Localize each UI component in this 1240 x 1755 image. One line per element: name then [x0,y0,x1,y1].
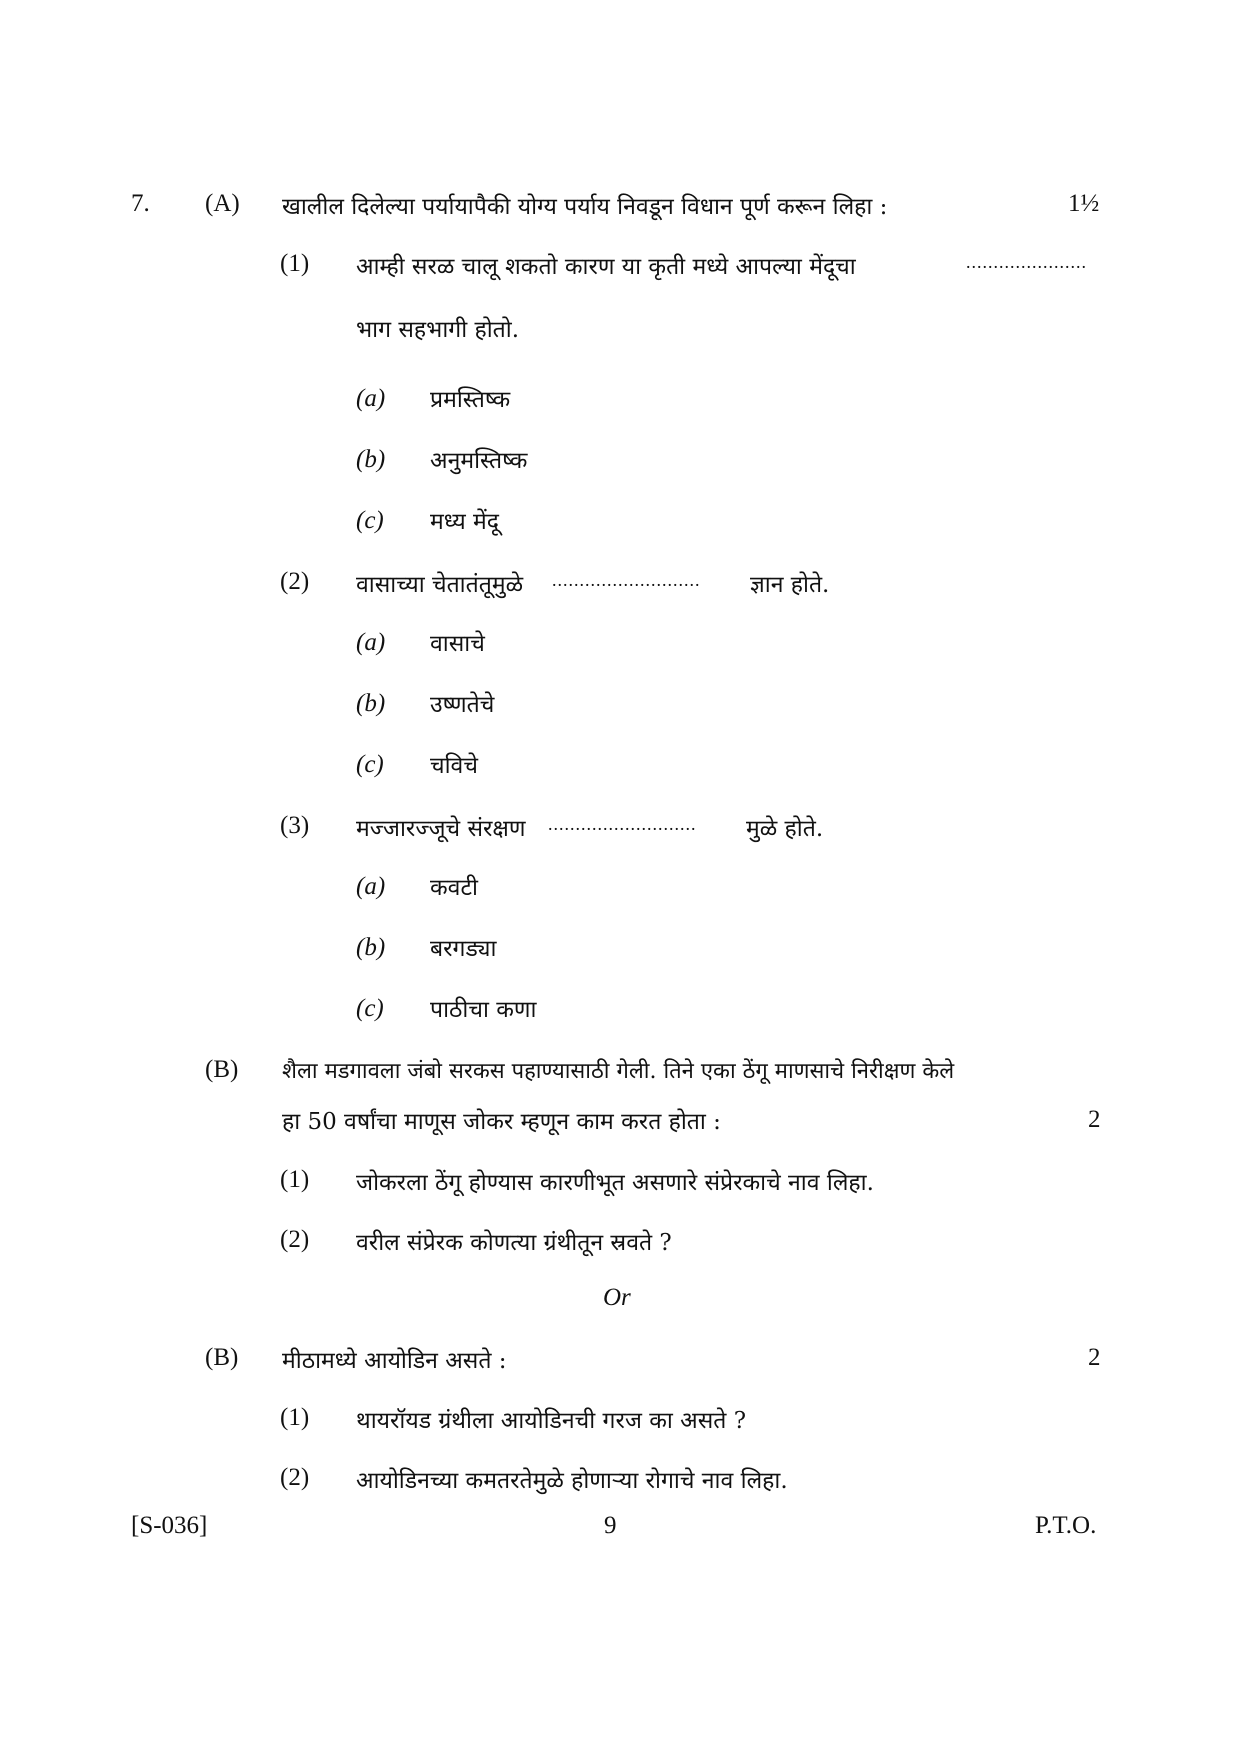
option-a3-a-key: (a) [356,873,386,900]
part-b1-text: शैला मडगावला जंबो सरकस पहाण्यासाठी गेली. तिने एका ठेंगू माणसाचे निरीक्षण केले [282,1059,955,1084]
option-a3-c-key: (c) [356,995,384,1022]
option-a1-c-text: मध्य मेंदू [430,509,500,535]
pto-label: P.T.O. [1035,1512,1097,1539]
part-a-label: (A) [205,190,240,217]
option-a3-a-text: कवटी [430,875,479,901]
item-a1-text: आम्ही सरळ चालू शकतो कारण या कृती मध्ये आपल्या मेंदूचा [356,254,856,280]
item-b1-2-text: वरील संप्रेरक कोणत्या ग्रंथीतून स्रवते ? [356,1230,672,1256]
item-a2-number: (2) [280,568,310,595]
item-a3-blank: ........................... [548,814,697,834]
item-a2-text-before: वासाच्या चेतातंतूमुळे [356,572,524,598]
part-a-instruction: खालील दिलेल्या पर्यायापैकी योग्य पर्याय निवडून विधान पूर्ण करून लिहा : [282,194,888,220]
option-a2-b-key: (b) [356,690,386,717]
item-b2-2-number: (2) [280,1464,310,1491]
item-a1-blank: ...................... [966,252,1087,272]
item-b1-2-number: (2) [280,1226,310,1253]
item-a1-text-cont: भाग सहभागी होतो. [356,317,520,343]
part-b1-text-cont: हा 50 वर्षांचा माणूस जोकर म्हणून काम करत होता : [282,1109,721,1135]
part-a-marks: 1½ [1068,190,1100,217]
page-number: 9 [604,1512,617,1539]
option-a2-c-key: (c) [356,751,384,778]
paper-code: [S-036] [131,1512,208,1539]
item-a3-text-before: मज्जारज्जूचे संरक्षण [356,816,526,842]
option-a2-a-text: वासाचे [430,631,485,657]
option-a3-b-key: (b) [356,934,386,961]
item-b2-2-text: आयोडिनच्या कमतरतेमुळे होणाऱ्या रोगाचे नाव लिहा. [356,1468,788,1494]
item-b2-1-number: (1) [280,1404,310,1431]
option-a2-c-text: चविचे [430,753,478,779]
part-b2-marks: 2 [1088,1344,1101,1371]
option-a1-c-key: (c) [356,507,384,534]
option-a1-a-key: (a) [356,385,386,412]
item-a2-text-after: ज्ञान होते. [750,572,830,598]
part-b1-marks: 2 [1088,1106,1101,1133]
item-b1-1-text: जोकरला ठेंगू होण्यास कारणीभूत असणारे संप्रेरकाचे नाव लिहा. [356,1170,874,1196]
item-a3-text-after: मुळे होते. [746,816,824,842]
option-a1-b-text: अनुमस्तिष्क [430,448,528,474]
option-a3-b-text: बरगड्या [430,936,497,962]
question-number: 7. [131,190,150,217]
option-a2-a-key: (a) [356,629,386,656]
item-a1-number: (1) [280,250,310,277]
option-a2-b-text: उष्णतेचे [430,692,495,718]
option-a1-b-key: (b) [356,446,386,473]
part-b1-label: (B) [205,1056,239,1083]
item-a3-number: (3) [280,812,310,839]
option-a1-a-text: प्रमस्तिष्क [430,387,511,413]
item-b1-1-number: (1) [280,1166,310,1193]
part-b2-text: मीठामध्ये आयोडिन असते : [282,1348,507,1374]
part-b2-label: (B) [205,1344,239,1371]
item-b2-1-text: थायरॉयड ग्रंथीला आयोडिनची गरज का असते ? [356,1408,747,1434]
option-a3-c-text: पाठीचा कणा [430,997,537,1023]
item-a2-blank: ........................... [552,570,701,590]
or-separator: Or [603,1284,631,1311]
